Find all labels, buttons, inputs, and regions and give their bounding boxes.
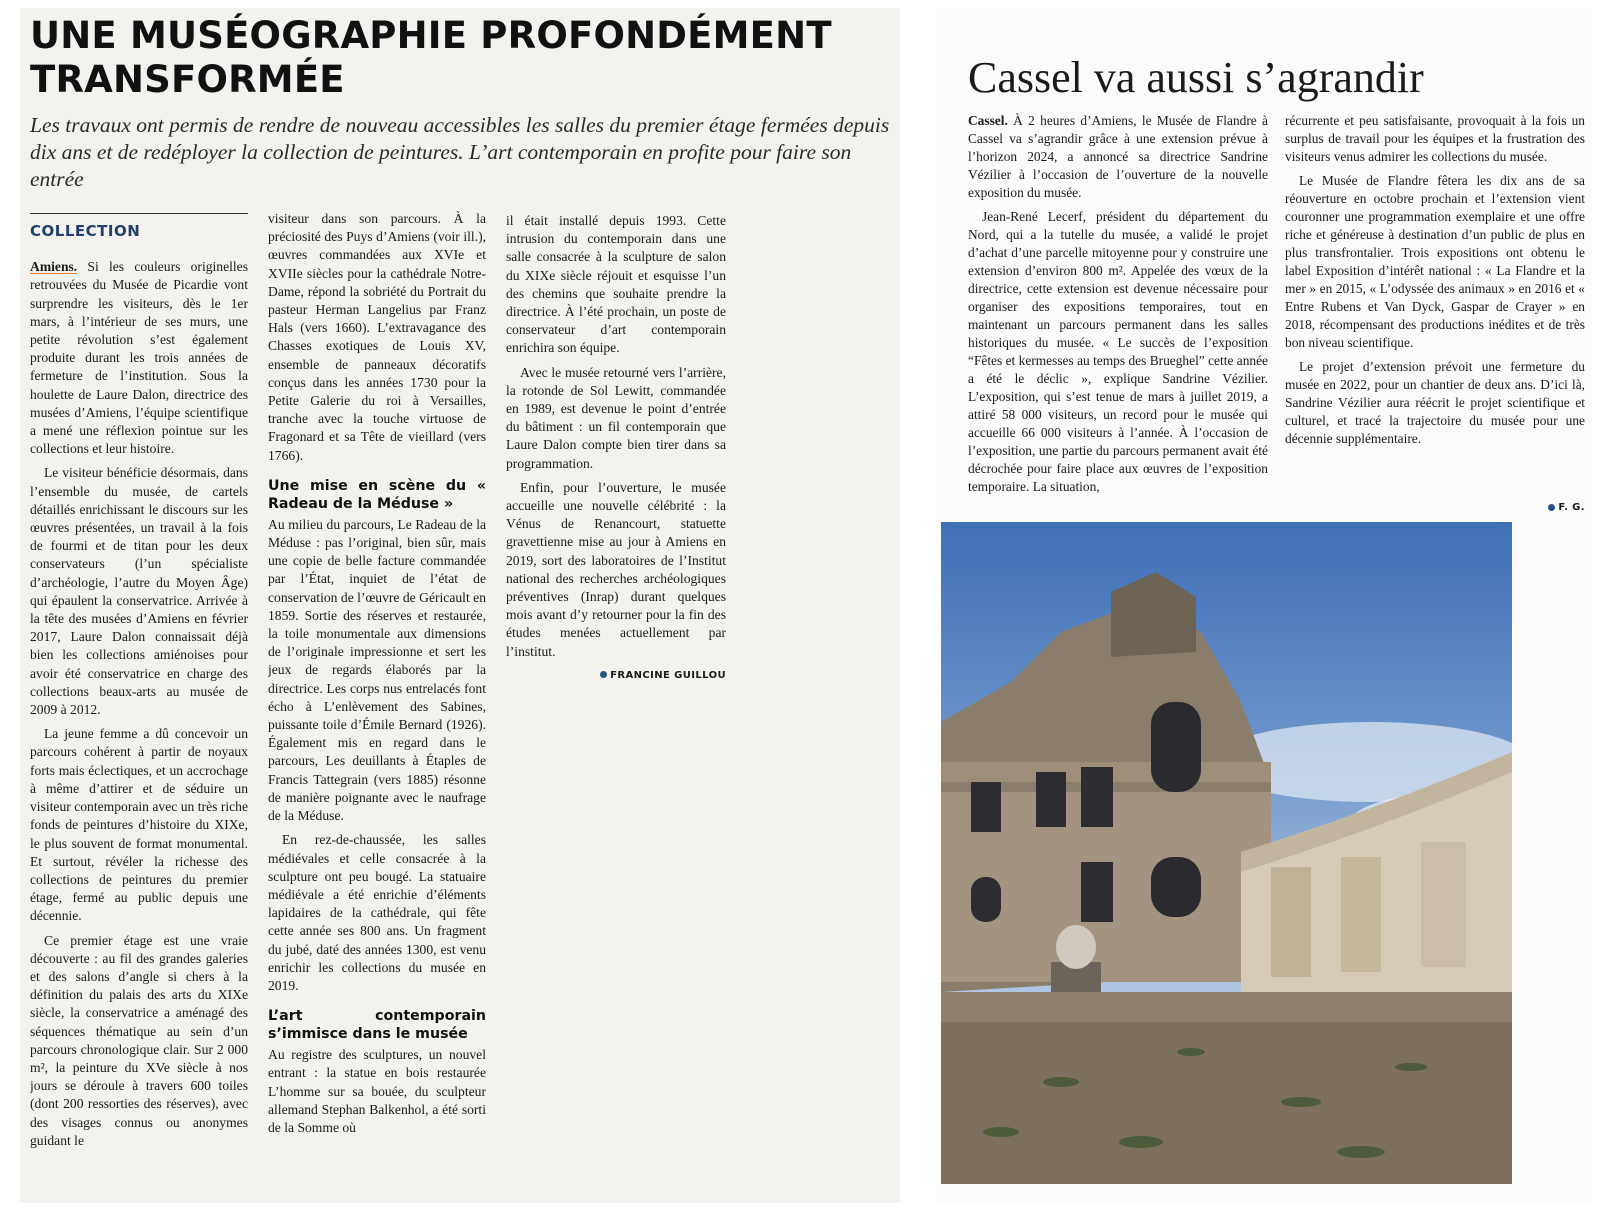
- subheading: L’art contemporain s’immisce dans le musée: [268, 1008, 486, 1043]
- paragraph: visiteur dans son parcours. À la préciosité des Puys d’Amiens (voir ill.), œuvres commandées aux XVIe et XVIIe siècles pour la cathédrale Notre-Dame, répond la sobriété du Portrait du pasteur Herman Langelius par Franz Hals (vers 1660). L’extravagance des Chasses exotiques de Louis XV, ensemble de panneaux décoratifs conçus dans les années 1730 pour la Petite Galerie du roi à Versailles, tranche avec la touche virtuose de Fragonard et sa Tête de vieillard (vers 1766).: [268, 211, 486, 463]
- article-standfirst: Les travaux ont permis de rendre de nouveau accessibles les salles du premier étage fermées depuis dix ans et de redéployer la collection de peintures. L’art contemporain en profite pour faire son entrée: [30, 113, 890, 191]
- paragraph: il était installé depuis 1993. Cette intrusion du contemporain dans une salle consacrée à la sculpture de salon du XIXe siècle réjouit et esquisse l’un des chemins que souhaite prendre la directrice. À l’été prochain, un poste de conservateur d’art contemporain enrichira son équipe.: [506, 213, 726, 356]
- sidebar-article-title: Cassel va aussi s’agrandir: [968, 53, 1424, 102]
- rubric-label: COLLECTION: [30, 222, 141, 240]
- museum-courtyard-photo: [941, 522, 1512, 1184]
- paragraph: Le visiteur bénéficie désormais, dans l’ensemble du musée, de cartels détaillés enrichissant le discours sur les œuvres présentées, un travail à la fois de fourmi et de titan pour les deux conservateurs (l’un spécialiste d’archéologie, l’autre du Moyen Âge) qui épaulent la conservatrice. Arrivée à la tête des musées d’Amiens en février 2017, Laure Dalon connaissait déjà bien les collections amiénoises pour avoir été conservatrice en charge des collections beaux-arts au musée de 2009 à 2012.: [30, 465, 248, 718]
- paragraph: [30, 258, 248, 458]
- author-signature: [506, 667, 726, 685]
- paragraph: [968, 112, 1268, 202]
- paragraph: En rez-de-chaussée, les salles médiévales et celle consacrée à la sculpture ont peu bougé. La statuaire médiévale a été enrichie d’éléments lapidaires de la cathédrale, qui fête cette année ses 800 ans. Un fragment du jubé, daté des années 1300, est venu enrichir les collections du musée en 2019.: [268, 832, 486, 993]
- museum-building-illustration: [941, 522, 1512, 1184]
- right-column-2: [1285, 112, 1585, 504]
- paragraph: Avec le musée retourné vers l’arrière, la rotonde de Sol Lewitt, commandée en 1989, est devenue le point d’entrée du bâtiment : un fil contemporain que Laure Dalon compte bien tirer dans sa programmation.: [506, 364, 726, 471]
- paragraph: Jean-René Lecerf, président du département du Nord, qui a la tutelle du musée, a validé le projet d’achat d’une parcelle mitoyenne pour y construire une extension d’environ 800 m². Appelée des vœux de la directrice, cette extension est devenue nécessaire pour organiser des expositions temporaires, tout en maintenant un parcours permanent dans les salles historiques du musée. « Le succès de l’exposition “Fêtes et kermesses au temps des Brueghel” cette année a été le déclic », explique Sandrine Vézilier. L’exposition, qui s’est tenue de mars à juillet 2019, a attiré 58 000 visiteurs, un record pour le musée qui accueille 66 000 visiteurs à l’année. À l’occasion de l’exposition, une partie du parcours permanent avait été décrochée pour faire place aux œuvres de l’exposition temporaire. La situation,: [968, 209, 1268, 494]
- paragraph: Ce premier étage est une vraie découverte : au fil des grandes galeries et des salons d’angle si chers à la définition du palais des arts du XIXe siècle, la conservatrice a aménagé des séquences thématique au sein d’un parcours chronologique clair. Sur 2 000 m², la peinture du XVe siècle à nos jours se déroule à travers 600 toiles (dont 200 ressorties des réserves), avec des visages connus ou anonymes guidant le: [30, 932, 248, 1148]
- article-headline: UNE MUSÉOGRAPHIE PROFONDÉMENT TRANSFORMÉE: [30, 14, 832, 101]
- subheading: Une mise en scène du « Radeau de la Méduse »: [268, 477, 486, 512]
- paragraph: Le projet d’extension prévoit une fermeture du musée en 2022, pour un chantier de deux ans. D’ici là, Sandrine Vézilier aura réécrit le projet scientifique et culturel, et tracé la trajectoire du musée pour une décennie supplémentaire.: [1285, 359, 1585, 446]
- bullet-dot-icon: [1548, 504, 1555, 511]
- bullet-dot-icon: [600, 671, 607, 678]
- paragraph: Au registre des sculptures, un nouvel entrant : la statue en bois restaurée L’homme sur sa bouée, du sculpteur allemand Stephan Balkenhol, a été sorti de la Somme où: [268, 1047, 486, 1135]
- paragraph-text: À 2 heures d’Amiens, le Musée de Flandre à Cassel va s’agrandir grâce à une extension prévue à l’horizon 2024, a annoncé sa directrice Sandrine Vézilier à l’occasion de l’ouverture de la nouvelle exposition du musée.: [968, 113, 1268, 200]
- column-1: [30, 213, 248, 1188]
- paragraph-text: Si les couleurs originelles retrouvées du Musée de Picardie vont surprendre les visiteurs, dès le 1er mars, à l’intérieur de ses murs, une petite révolution s’est également produite durant les trois années de fermeture de l’institution. Sous la houlette de Laure Dalon, directrice des musées d’Amiens, l’équipe scientifique a mené une réflexion pointue sur les collections et leur histoire.: [30, 259, 248, 457]
- rubric-rule: [30, 213, 248, 214]
- paragraph: La jeune femme a dû concevoir un parcours cohérent à partir de noyaux forts mais éclectiques, et un accrochage à même d’attirer et de séduire un visiteur contemporain avec un très riche fonds de peintures d’histoire du XIXe, le plus souvent de format monumental. Et surtout, révéler la richesse des collections de peintures du premier étage, fermé au public depuis une décennie.: [30, 726, 248, 924]
- column-3: [506, 212, 726, 712]
- paragraph: Au milieu du parcours, Le Radeau de la Méduse : pas l’original, bien sûr, mais une copie de belle facture commandée par l’État, inquiet de l’état de conservation de l’œuvre de Géricault en 1859. Sortie des réserves et restaurée, la toile monumentale aux dimensions de l’originale impressionne et sert les jeux de regards élaborés par la directrice. Les corps nus entrelacés font écho à L’enlèvement des Sabines, puissante toile d’Émile Bernard (1926). Également mis en regard dans le parcours, Les deuillants à Étaples de Francis Tattegrain (vers 1885) résonne de manière poignante avec le naufrage de la Méduse.: [268, 516, 486, 824]
- right-column-1: [968, 112, 1268, 504]
- paragraph: Enfin, pour l’ouverture, le musée accueille une nouvelle célébrité : la Vénus de Renancourt, statuette gravettienne mise au jour à Amiens en 2019, sort des laboratoires de l’Institut national des recherches archéologiques préventives (Inrap) durant quelques mois avant d’y retourner pour la fin des études menées actuellement par l’institut.: [506, 479, 726, 659]
- paragraph: récurrente et peu satisfaisante, provoquait à la fois un surplus de travail pour les équipes et la frustration des visiteurs venus admirer les collections du musée.: [1285, 113, 1585, 164]
- author-name: FRANCINE GUILLOU: [610, 669, 726, 681]
- dateline: Amiens.: [30, 259, 78, 275]
- author-initials: F. G.: [1558, 502, 1585, 513]
- paragraph: Le Musée de Flandre fêtera les dix ans de sa réouverture en octobre prochain et l’extension vient couronner une programmation exemplaire et une offre riche et généreuse à destination d’un public de plus en plus transfrontalier. Trois expositions ont obtenu le label Exposition d’intérêt national : « La Flandre et la mer » en 2015, « L’odyssée des animaux » en 2016 et « Entre Rubens et Van Dyck, Gaspar de Crayer » en 2018, récompensant des productions inédites et de très bon niveau scientifique.: [1285, 173, 1585, 350]
- column-2: [268, 210, 486, 1190]
- dateline: Cassel.: [968, 113, 1008, 128]
- author-signature: [1500, 502, 1585, 513]
